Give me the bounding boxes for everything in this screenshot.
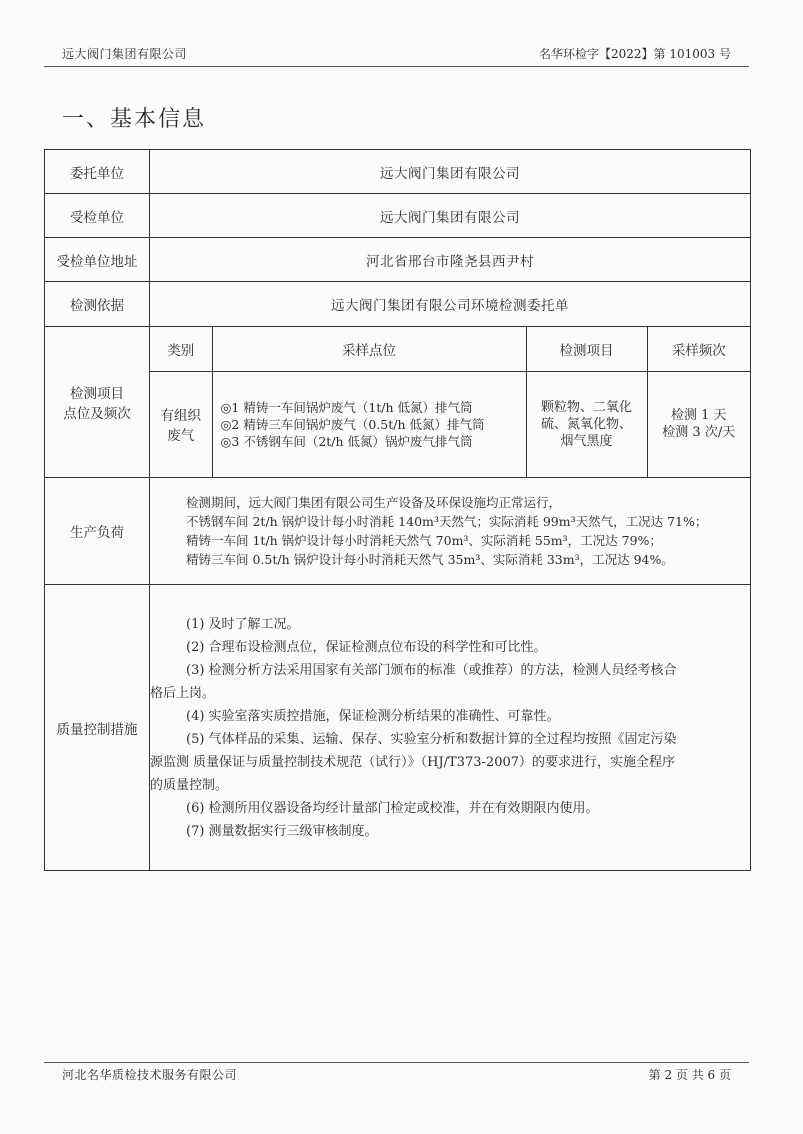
qc-item: (4) 实验室落实质控措施，保证检测分析结果的准确性、可靠性。 <box>186 708 560 724</box>
qc-item-continued: 的质量控制。 <box>150 777 229 793</box>
row-basis <box>45 282 751 327</box>
detection-subtable <box>150 327 750 477</box>
quality-label: 质量控制措施 <box>45 585 150 871</box>
inspected-value: 远大阀门集团有限公司 <box>150 194 751 238</box>
row-client <box>45 150 751 194</box>
detection-label: 检测项目 点位及频次 <box>45 327 150 478</box>
sampling-point: ◎2 精铸三车间锅炉废气（0.5t/h 低氮）排气筒 <box>220 416 485 432</box>
footer-page-number: 第 2 页 共 6 页 <box>648 1068 731 1082</box>
qc-item-continued: 源监测 质量保证与质量控制技术规范（试行）》（HJ/T373-2007）的要求进行，实施全程序 <box>150 754 676 770</box>
row-detection <box>45 327 751 478</box>
production-label: 生产负荷 <box>45 478 150 585</box>
sampling-point: ◎1 精铸一车间锅炉废气（1t/h 低氮）排气筒 <box>220 399 473 415</box>
detection-items-cell: 颗粒物、二氧化 硫、氮氧化物、 烟气黑度 <box>526 371 647 477</box>
qc-item: (3) 检测分析方法采用国家有关部门颁布的标准（或推荐）的方法，检测人员经考核合 <box>186 662 677 678</box>
header-divider <box>44 66 749 67</box>
qc-item-continued: 格后上岗。 <box>150 685 216 701</box>
header-points: 采样点位 <box>212 327 526 371</box>
qc-item: (5) 气体样品的采集、运输、保存、实验室分析和数据计算的全过程均按照《固定污染 <box>186 731 677 747</box>
header-company: 远大阀门集团有限公司 <box>62 47 188 61</box>
detection-header-row <box>150 327 750 371</box>
quality-text <box>150 585 751 871</box>
client-value: 远大阀门集团有限公司 <box>150 150 751 194</box>
header-report-number: 名华环检字【2022】第 101003 号 <box>539 47 731 61</box>
inspected-label: 受检单位 <box>45 194 150 238</box>
header-frequency: 采样频次 <box>647 327 750 371</box>
header-items: 检测项目 <box>526 327 647 371</box>
production-text: 检测期间，远大阀门集团有限公司生产设备及环保设施均正常运行， 不锈钢车间 2t/h 锅炉设计每小时消耗 140m³天然气；实际消耗 99m³天然气，工况达 71%； 精铸一车间 1t/h 锅炉设计每小时消耗天然气 70m³、实际消耗 55m³，工况达 79%； 精铸三车间 0.5t/h 锅炉设计每小时消耗天然气 35m³、实际消耗 33m³，工况达 94%。 <box>150 478 751 585</box>
row-inspected <box>45 194 751 238</box>
row-address <box>45 238 751 282</box>
basic-info-table <box>44 149 751 871</box>
address-label: 受检单位地址 <box>45 238 150 282</box>
qc-item: (6) 检测所用仪器设备均经计量部门检定或校准，并在有效期限内使用。 <box>186 800 599 816</box>
qc-item: (7) 测量数据实行三级审核制度。 <box>186 823 378 839</box>
detection-data-row <box>150 371 750 477</box>
footer-organization: 河北名华质检技术服务有限公司 <box>62 1068 238 1082</box>
frequency-cell: 检测 1 天 检测 3 次/天 <box>647 371 750 477</box>
qc-item: (2) 合理布设检测点位，保证检测点位布设的科学性和可比性。 <box>186 639 547 655</box>
sampling-points-cell <box>212 371 526 477</box>
qc-item: (1) 及时了解工况。 <box>186 616 300 632</box>
header-category: 类别 <box>150 327 212 371</box>
client-label: 委托单位 <box>45 150 150 194</box>
footer-divider <box>44 1062 749 1063</box>
address-value: 河北省邢台市隆尧县西尹村 <box>150 238 751 282</box>
basis-label: 检测依据 <box>45 282 150 327</box>
row-quality <box>45 585 751 871</box>
sampling-point: ◎3 不锈钢车间（2t/h 低氮）锅炉废气排气筒 <box>220 433 473 449</box>
section-title: 一、基本信息 <box>62 107 207 132</box>
basis-value: 远大阀门集团有限公司环境检测委托单 <box>150 282 751 327</box>
category-cell: 有组织 废气 <box>150 371 212 477</box>
row-production <box>45 478 751 585</box>
